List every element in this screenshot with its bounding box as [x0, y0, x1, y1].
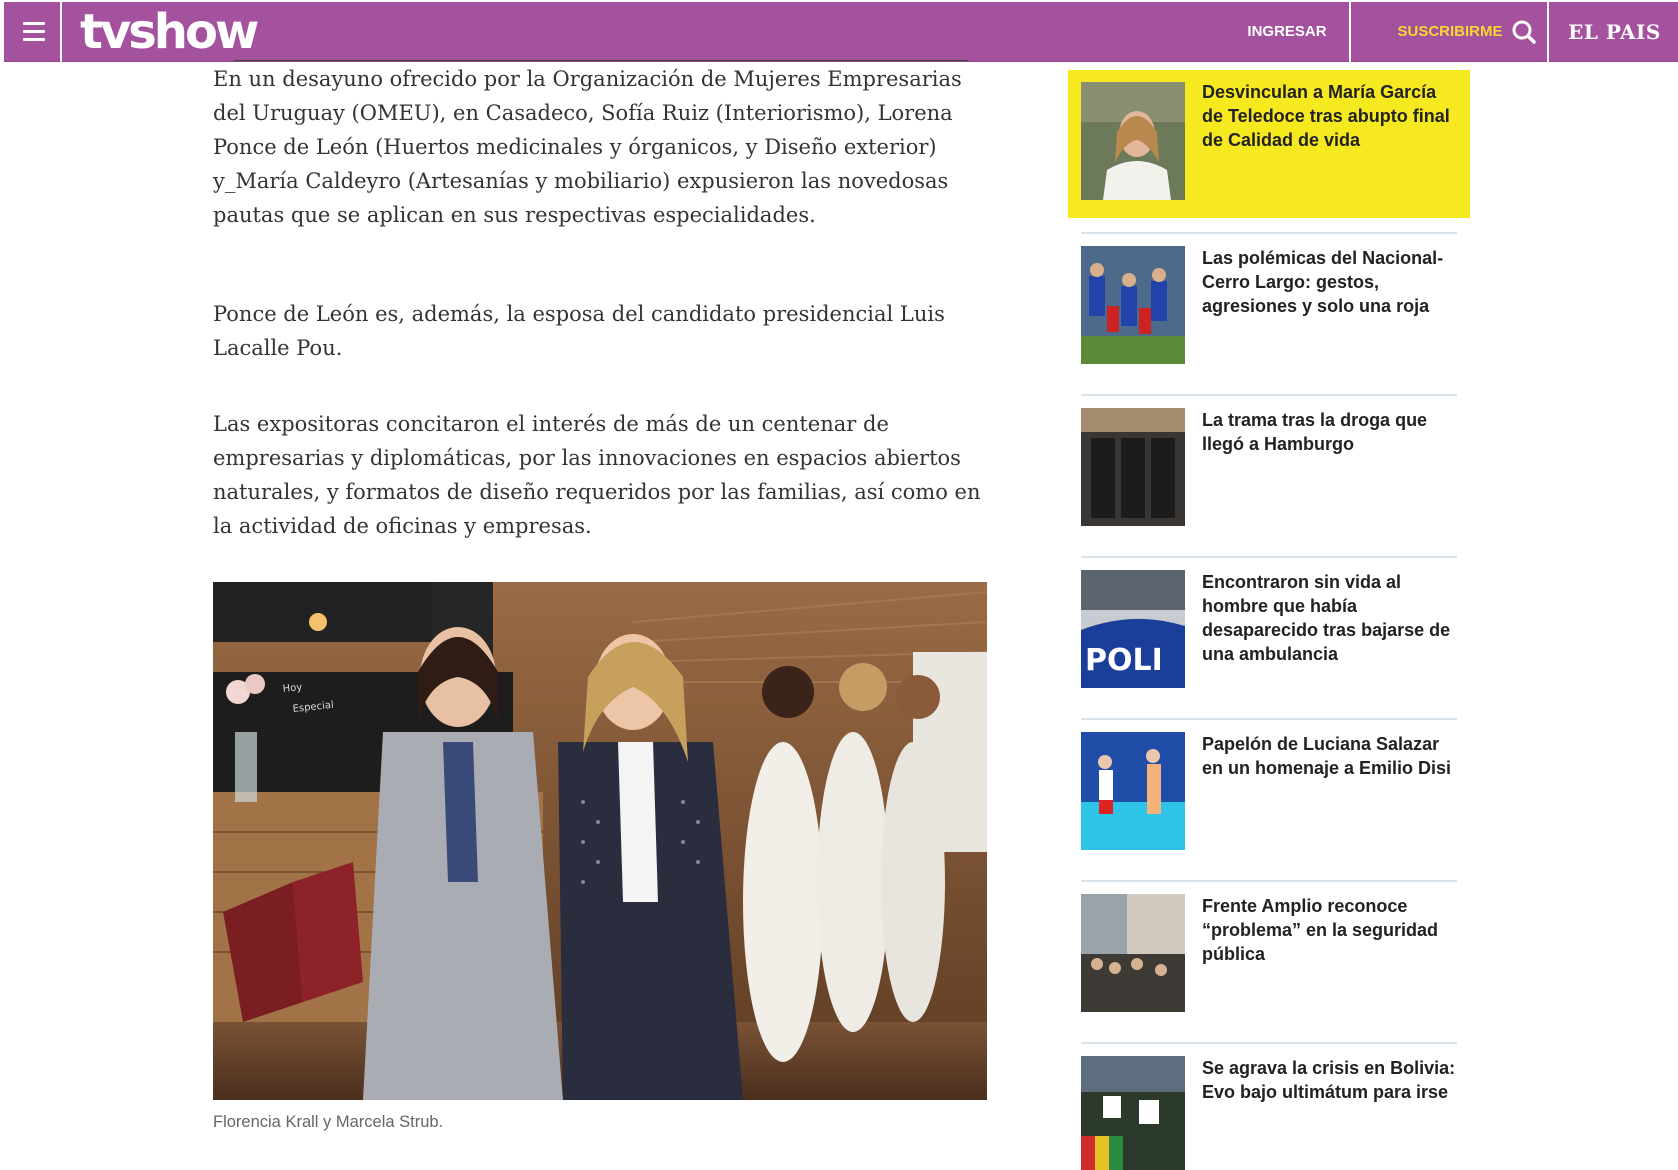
news-separator: [1081, 394, 1457, 396]
news-thumbnail: [1081, 1056, 1185, 1170]
hamburger-menu-icon: [23, 22, 45, 25]
news-headline[interactable]: La trama tras la droga que llegó a Hamburgo: [1202, 410, 1428, 454]
event-photo-illustration: [213, 582, 987, 1100]
news-headline[interactable]: Papelón de Luciana Salazar en un homenaje a Emilio Disi: [1202, 734, 1452, 778]
news-headline[interactable]: Frente Amplio reconoce “problema” en la seguridad pública: [1202, 896, 1439, 964]
news-item[interactable]: [1068, 570, 1470, 690]
news-item[interactable]: [1068, 1056, 1470, 1170]
hamburger-menu-button[interactable]: [4, 2, 62, 62]
news-separator: [1081, 1042, 1457, 1044]
subscribe-link[interactable]: SUSCRIBIRME: [1349, 2, 1549, 62]
article-top-rule: [234, 60, 968, 61]
partner-logo[interactable]: EL PAIS: [1568, 20, 1661, 44]
top-navigation-bar: [4, 2, 1678, 62]
article-paragraph: Ponce de León es, además, la esposa del candidato presidencial Luis Lacalle Pou.: [213, 302, 945, 360]
news-separator: [1081, 880, 1457, 882]
news-thumbnail: [1081, 732, 1185, 850]
news-headline[interactable]: Se agrava la crisis en Bolivia: Evo bajo ultimátum para irse: [1202, 1058, 1456, 1102]
news-headline[interactable]: Desvinculan a María García de Teledoce tras abupto final de Calidad de vida: [1202, 82, 1450, 150]
news-separator: [1081, 232, 1457, 234]
photo-caption: Florencia Krall y Marcela Strub.: [213, 1113, 444, 1131]
news-thumbnail: [1081, 570, 1185, 688]
svg-text:POLI: POLI: [1085, 643, 1163, 678]
news-separator: [1081, 718, 1457, 720]
news-headline[interactable]: Las polémicas del Nacional-Cerro Largo: gestos, agresiones y solo una roja: [1202, 248, 1444, 316]
news-thumbnail: [1081, 246, 1185, 364]
news-headline[interactable]: Encontraron sin vida al hombre que había desaparecido tras bajarse de una ambulancia: [1202, 572, 1451, 664]
news-thumbnail: [1081, 894, 1185, 1012]
news-item[interactable]: [1068, 246, 1470, 366]
svg-text:Especial: Especial: [292, 699, 335, 715]
search-button[interactable]: [1500, 2, 1548, 62]
news-separator: [1081, 556, 1457, 558]
news-thumbnail: [1081, 82, 1185, 200]
news-item[interactable]: [1068, 732, 1470, 852]
news-thumbnail: [1081, 408, 1185, 526]
news-item[interactable]: [1068, 408, 1470, 528]
article-photo[interactable]: [213, 582, 987, 1100]
search-icon: [1500, 2, 1548, 62]
article-paragraph: Las expositoras concitaron el interés de más de un centenar de empresarias y diplomáticas, por las innovaciones en espacios abiertos naturales, y formatos de diseño requeridos por las familias, así como en la actividad de oficinas y empresas.: [213, 412, 981, 538]
news-item-featured[interactable]: [1068, 70, 1470, 218]
svg-text:Hoy: Hoy: [282, 681, 303, 695]
news-item[interactable]: [1068, 894, 1470, 1014]
article-paragraph: En un desayuno ofrecido por la Organización de Mujeres Empresarias del Uruguay (OMEU), en Casadeco, Sofía Ruiz (Interiorismo), Lorena Ponce de León (Huertos medicinales y órganicos, y Diseño exterior) y_María Caldeyro (Artesanías y mobiliario) expusieron las novedosas pautas que se aplican en sus respectivas especialidades.: [213, 67, 962, 227]
login-link[interactable]: INGRESAR: [1247, 23, 1327, 40]
site-logo[interactable]: tvshow: [80, 4, 257, 60]
